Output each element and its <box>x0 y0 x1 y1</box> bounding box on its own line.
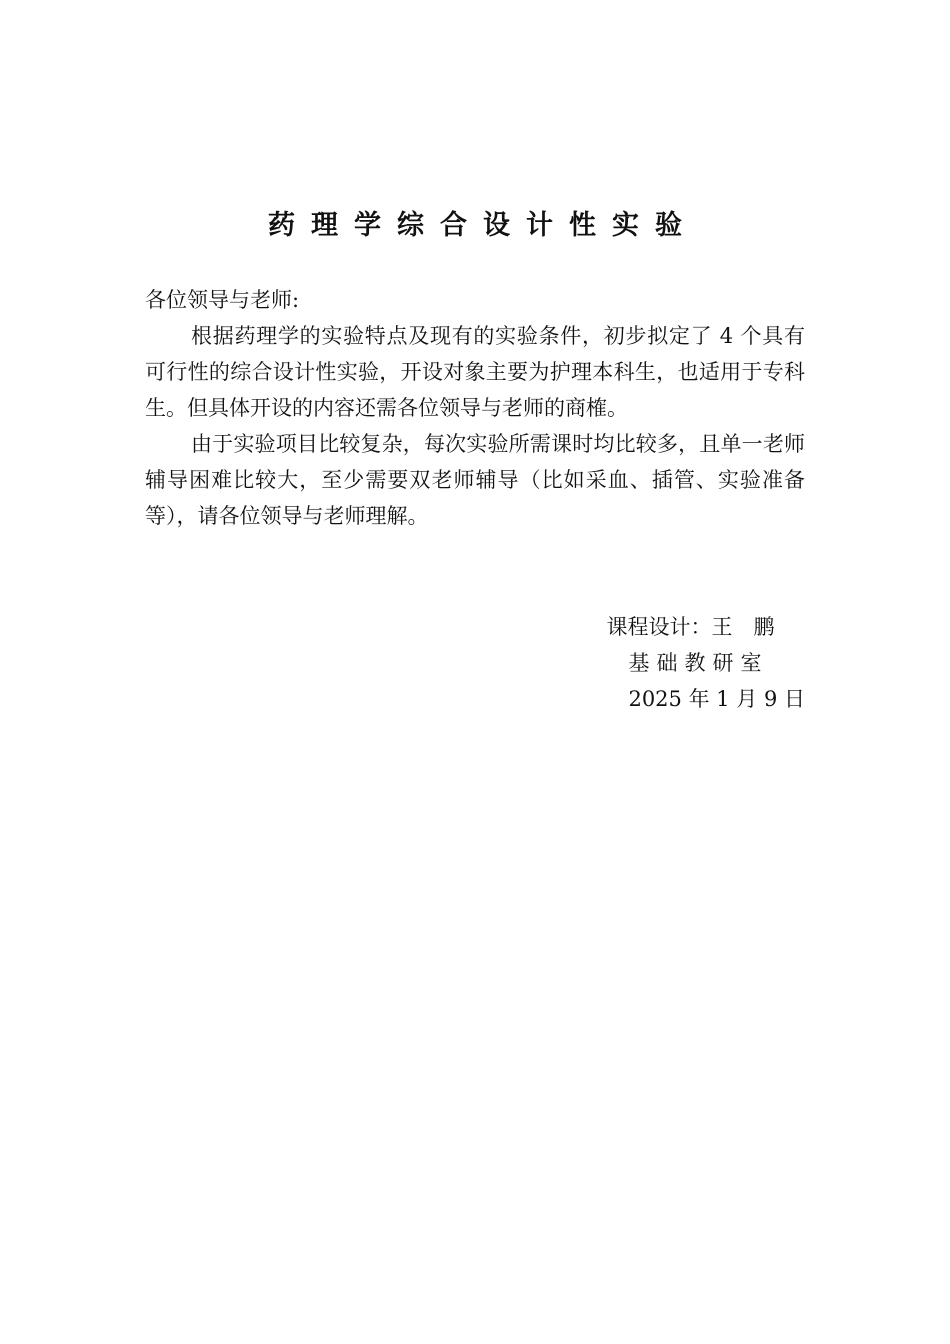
department-name: 基础教研室 <box>628 651 769 675</box>
salutation: 各位领导与老师: <box>145 288 300 312</box>
course-designer: 课程设计：王 鹏 <box>606 615 775 639</box>
paragraph-2: 由于实验项目比较复杂，每次实验所需课时均比较多，且单一老师辅导困难比较大，至少需要双老师辅导（比如采血、插管、实验准备等），请各位领导与老师理解。 <box>145 432 805 528</box>
signature-date: 2025 年 1 月 9 日 <box>628 687 805 711</box>
signature-block <box>606 609 805 717</box>
letter-body <box>145 282 805 534</box>
document-title: 药理学综合设计性实验 <box>268 210 698 241</box>
paragraph-1: 根据药理学的实验特点及现有的实验条件，初步拟定了 4 个具有可行性的综合设计性实验，开设对象主要为护理本科生，也适用于专科生。但具体开设的内容还需各位领导与老师的商榷。 <box>145 324 805 420</box>
